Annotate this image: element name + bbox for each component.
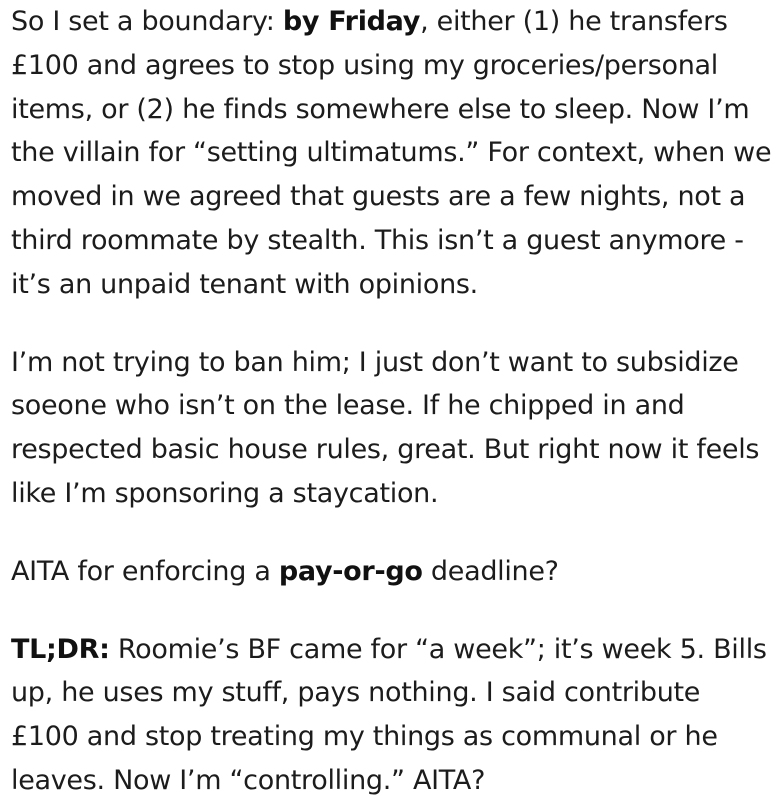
paragraph-tldr	[11, 628, 772, 803]
tldr-label: TL;DR:	[11, 633, 110, 665]
paragraph-text: deadline?	[422, 555, 559, 587]
paragraph-text: I’m not trying to ban him; I just don’t want to subsidize soeone who isn’t on the lease. If he chipped in and respected basic house rules, great. But right now it feels like I’m sponsoring a staycation.	[11, 346, 760, 509]
paragraph-subsidize	[11, 341, 772, 516]
paragraph-text: Roomie’s BF came for “a week”; it’s week 5. Bills up, he uses my stuff, pays nothing. I said contribute £100 and stop treating my things as communal or he leaves. Now I’m “controlling.” AITA?	[11, 633, 767, 796]
paragraph-aita-question	[11, 550, 772, 594]
paragraph-text: , either (1) he transfers £100 and agrees to stop using my groceries/personal items, or (2) he finds somewhere else to sleep. Now I’m the villain for “setting ultimatums.” For context, when we moved in we agreed that guests are a few nights, not a third roommate by stealth. This isn’t a guest anymore - it’s an unpaid tenant with opinions.	[11, 6, 772, 300]
paragraph-text: AITA for enforcing a	[11, 555, 279, 587]
emphasis-deadline: by Friday	[282, 6, 421, 37]
paragraph-text: So I set a boundary:	[11, 6, 283, 37]
emphasis-pay-or-go: pay-or-go	[278, 555, 423, 587]
paragraph-boundary	[11, 0, 772, 307]
